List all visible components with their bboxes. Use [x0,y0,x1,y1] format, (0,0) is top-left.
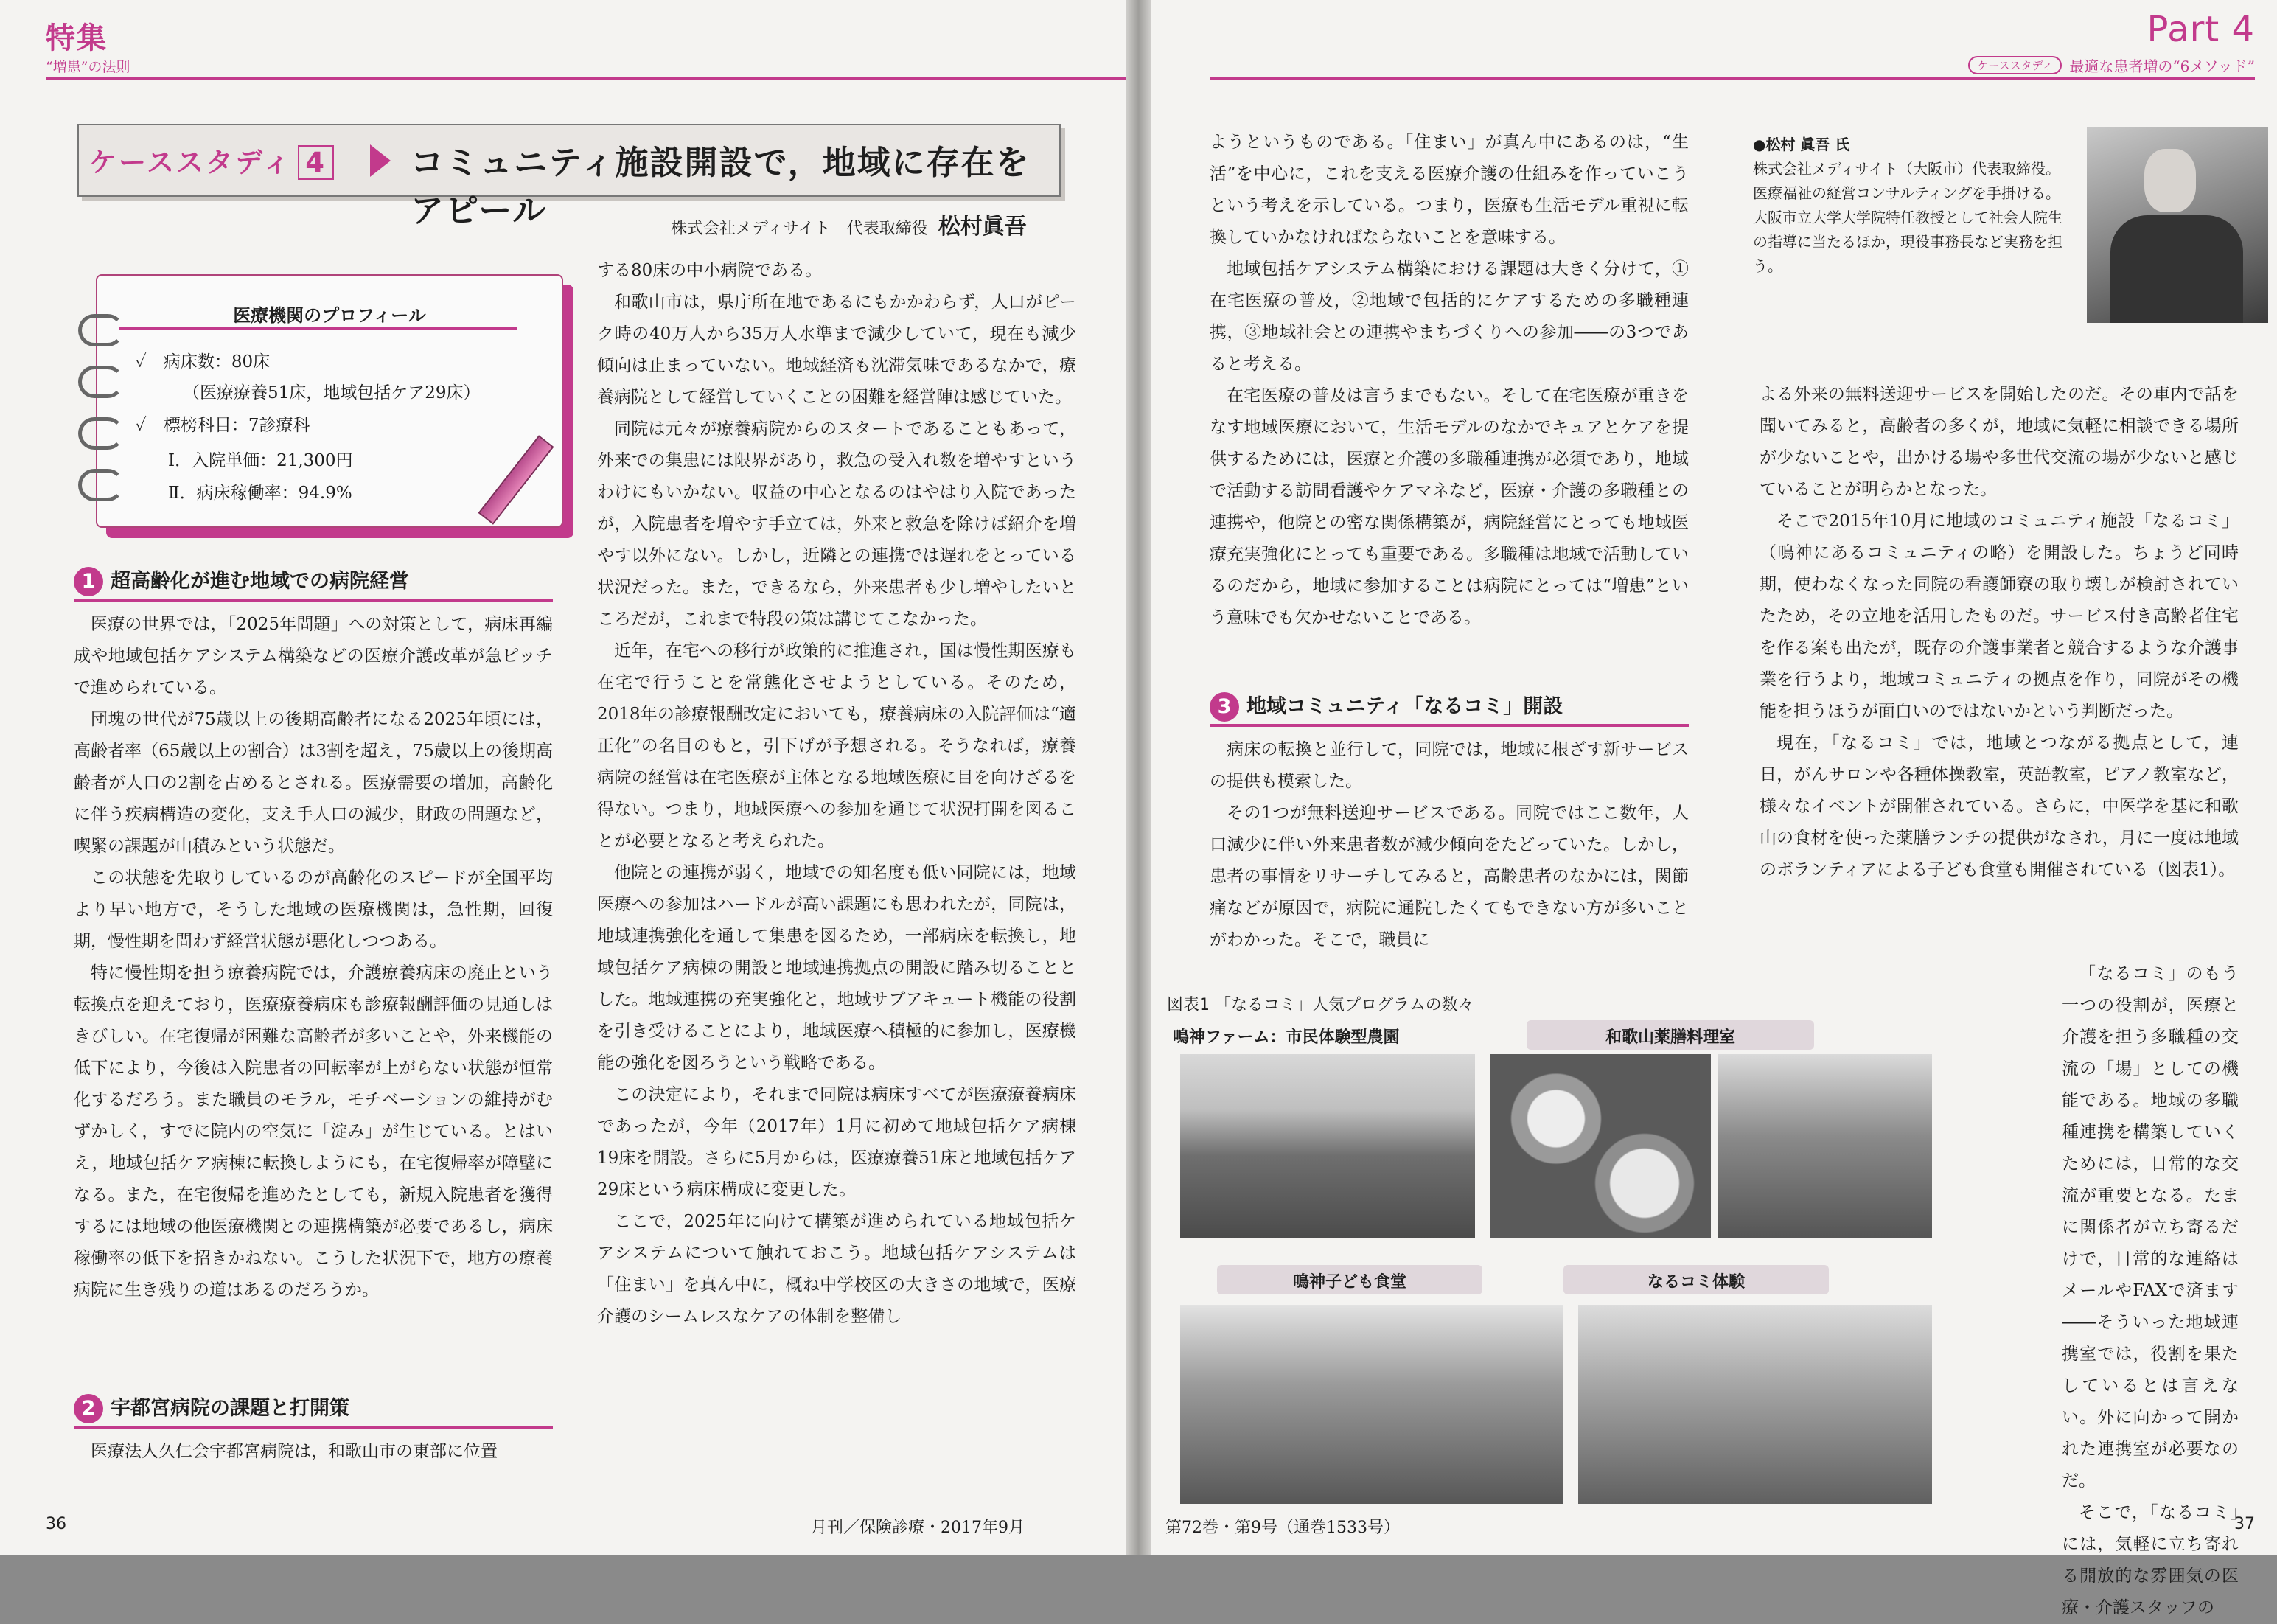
right-page [1151,0,2277,1617]
section-1-heading: 1 超高齢化が進む地域での病院経営 [74,565,409,596]
binder-ring-icon [78,417,124,450]
page-number-left: 36 [46,1515,66,1533]
paragraph: この状態を先取りしているのが高齢化のスピードが全国平均より早い地方で，そうした地域の医療機関は，急性期，回復期，慢性期を問わず経営状態が悪化しつつある。 [74,868,553,951]
left-page [0,0,1126,1555]
paragraph: 医療の世界では，「2025年問題」への対策として，病床再編成や地域包括ケアシステム構築などの医療介護改革が急ピッチで進められている。 [74,615,553,697]
paragraph: 「なるコミ」のもう一つの役割が，医療と介護を担う多職種の交流の「場」としての機能である。地域の多職種連携を構築していくためには，日常的な交流が重要となる。たまに関係者が立ち寄るだけで，日常的な連絡はメールやFAXで済ます――そういった地域連携室では，役割を果たしているとは言えない。外に向かって開かれた連携室が必要なのだ。 [2062,964,2239,1491]
author-profile-bio: 株式会社メディサイト（大阪市）代表取締役。医療福祉の経営コンサルティングを手掛ける。大阪市立大学大学院特任教授として社会人院生の指導に当たるほか，現役事務長など実務を担う。 [1753,160,2062,275]
journal-name: 月刊／保険診療・2017年9月 [811,1519,1025,1537]
photo-kitchen [1718,1054,1932,1238]
figure-caption: 図表1 「なるコミ」人気プログラムの数々 [1167,996,1474,1014]
paragraph: ここで，2025年に向けて構築が進められている地域包括ケアシステムについて触れておこう。地域包括ケアシステムは「住まい」を真ん中に，概ね中学校区の大きさの地域で，医療介護のシームレスなケアの体制を整備し [597,1212,1076,1326]
figure-label-kitchen: 和歌山薬膳料理室 [1605,1028,1735,1047]
page-number-right: 37 [2234,1515,2255,1533]
binder-ring-icon [78,366,124,398]
column-4 [1760,379,2239,886]
section-3-heading: 3 地域コミュニティ「なるコミ」開設 [1210,690,1563,722]
volume-info: 第72巻・第9号（通巻1533号） [1165,1519,1400,1537]
header-rule [46,77,1126,80]
photo-lunch [1490,1054,1711,1238]
profile-item: ✓ 標榜科目：7診療科 [136,416,310,435]
case-study-badge: ケーススタディ [1968,56,2062,74]
series-subtitle: 最適な患者増の“6メソッド” [2069,57,2255,75]
paragraph: そこで，「なるコミ」には，気軽に立ち寄れる開放的な雰囲気の医療・介護スタッフの [2062,1503,2239,1617]
binder-ring-icon [78,469,124,501]
figure-label-experience: なるコミ体験 [1647,1273,1745,1292]
section-rule [74,599,553,602]
profile-rule [119,327,517,330]
feature-subtitle: “増患”の法則 [46,59,130,75]
author-name: 松村眞吾 [938,214,1027,240]
author-profile [1753,133,2070,279]
profile-item: Ⅱ．病床稼働率：94.9% [168,484,352,503]
paragraph: 医療法人久仁会宇都宮病院は，和歌山市の東部に位置 [91,1442,498,1461]
portrait-face [2144,149,2196,212]
paragraph: その1つが無料送迎サービスである。同院ではここ数年，人口減少に伴い外来患者数が減少傾向をたどっていた。しかし，患者の事情をリサーチしてみると，高齢患者のなかには，関節痛などが原因で，病院に通院したくてもできない方が多いことがわかった。そこで，職員に [1210,804,1689,949]
profile-item: Ⅰ．入院単価：21,300円 [168,451,353,470]
column-1 [74,609,553,1306]
paragraph: 他院との連携が弱く，地域での知名度も低い同院には，地域医療への参加はハードルが高い課題にも思われたが，同院は，地域連携強化を通して集患を図るため，一部病床を転換し，地域包括ケア病棟の開設と地域連携拠点の開設に踏み切ることとした。地域連携の充実強化と，地域サブアキュート機能の役割を引き受けることにより，地域医療へ積極的に参加し，医療機能の強化を図ろうという戦略である。 [597,863,1077,1073]
paragraph: 同院は元々が療養病院からのスタートであることもあって，外来での集患には限界があり，救急の受入れ数を増やすというわけにもいかない。収益の中心となるのはやはり入院であったが，入院患者を増やす手立ては，外来と救急を除けば紹介を増やす以外にない。しかし，近隣との連携では遅れをとっている状況だった。また，できるなら，外来患者も少し増やしたいところだが，これまで特段の策は講じてこなかった。 [597,419,1077,629]
column-1-section-2 [74,1436,553,1468]
column-4-narrow [2062,958,2239,1624]
paragraph: この決定により，それまで同院は病床すべてが医療療養病床であったが，今年（2017年）1月に初めて地域包括ケア病棟19床を開設。さらに5月からは，医療療養51床と地域包括ケア29床という病床構成に変更した。 [597,1085,1076,1199]
section-2-heading: 2 宇都宮病院の課題と打開策 [74,1392,349,1423]
profile-card [96,274,563,528]
paragraph: よる外来の無料送迎サービスを開始したのだ。その車内で話を聞いてみると，高齢者の多くが，地域に気軽に相談できる場所が少ないことや，出かける場や多世代交流の場が少ないと感じていることが明らかとなった。 [1760,385,2239,499]
column-3 [1210,127,1689,634]
paragraph: 現在，「なるコミ」では，地域とつながる拠点として，連日，がんサロンや各種体操教室，英語教室，ピアノ教室など，様々なイベントが開催されている。さらに，中医学を基に和歌山の食材を使った薬膳ランチの提供がなされ，月に一度は地域のボランティアによる子ども食堂も開催されている（図表1）。 [1760,733,2239,879]
paragraph: 地域包括ケアシステム構築における課題は大きく分けて，①在宅医療の普及，②地域で包括的にケアするための多職種連携，③地域社会との連携やまちづくりへの参加――の3つであると考える。 [1210,259,1689,374]
gutter [1126,0,1151,1555]
paragraph: 病床の転換と並行して，同院では，地域に根ざす新サービスの提供も模索した。 [1210,740,1689,791]
figure-label-kids: 鳴神子ども食堂 [1292,1273,1406,1292]
case-study-label: ケーススタディ 4 [89,140,334,180]
profile-item: ✓ 病床数：80床 [136,352,271,372]
arrow-icon [370,144,391,177]
column-2 [597,255,1076,1333]
paragraph: 近年，在宅への移行が政策的に推進され，国は慢性期医療も在宅で行うことを常態化させようとしている。そのため，2018年の診療報酬改定においても，療養病床の入院評価は“適正化”の名目のもと，引下げが予想される。そうなれば，療養病院の経営は在宅医療が主体となる地域医療に目を向けざるを得ない。つまり，地域医療への参加を通じて状況打開を図ることが必要となると考えられた。 [597,641,1077,851]
figure-label-farm: 鳴神ファーム：市民体験型農園 [1173,1028,1400,1047]
profile-item: （医療療養51床，地域包括ケア29床） [183,383,481,402]
article-title: コミュニティ施設開設で，地域に存在をアピール [411,143,1031,230]
author-profile-name: ●松村 眞吾 氏 [1753,136,1850,153]
paragraph: 和歌山市は，県庁所在地であるにもかかわらず，人口がピーク時の40万人から35万人水準まで減少していて，現在も減少傾向は止まっていない。地域経済も沈滞気味であるなかで，療養病院として経営していくことの困難を経営陣は感じていた。 [597,293,1076,407]
feature-label: 特集 [46,21,108,55]
author-affiliation: 株式会社メディサイト 代表取締役 [671,220,928,238]
profile-title: 医療機関のプロフィール [233,305,426,326]
paragraph: ようというものである。「住まい」が真ん中にあるのは，“生活”を中心に，これを支える医療介護の仕組みを作っていこうという考えを示している。つまり，医療も生活モデル重視に転換していかなければならないことを意味する。 [1210,133,1689,247]
photo-kids-cafeteria [1180,1305,1563,1504]
pencil-icon [478,435,554,525]
case-number: 4 [298,145,334,180]
header-rule [1210,77,2255,80]
part-label: Part 4 [2147,9,2255,50]
paragraph: 在宅医療の普及は言うまでもない。そして在宅医療が重きをなす地域医療において，生活モデルのなかでキュアとケアを提供するためには，医療と介護の多職種連携が必須であり，地域で活動する訪問看護やケアマネなど，医療・介護の多職種との連携や，他院との密な関係構築が，病院経営にとっても地域医療充実強化にとっても重要である。多職種は地域で活動しているのだから，地域に参加することは病院にとっては“増患”という意味でも欠かせないことである。 [1210,386,1689,627]
paragraph: 特に慢性期を担う療養病院では，介護療養病床の廃止という転換点を迎えており，医療療養病床も診療報酬評価の見通しはきびしい。在宅復帰が困難な高齢者が多いことや，外来機能の低下により，今後は入院患者の回転率が上がらない状態が恒常化するだろう。また職員のモラル，モチベーションの維持がむずかしく，すでに院内の空気に「淀み」が生じている。とはいえ，地域包括ケア病棟に転換しようにも，在宅復帰率が障壁になる。また，在宅復帰を進めたとしても，新規入院患者を獲得するには地域の他医療機関との連携構築が必要であるし，病床稼働率の低下を招きかねない。こうした状況下で，地方の療養病院に生き残りの道はあるのだろうか。 [74,963,554,1300]
paragraph: そこで2015年10月に地域のコミュニティ施設「なるコミ」（鳴神にあるコミュニティの略）を開設した。ちょうど同時期，使わなくなった同院の看護師寮の取り壊しが検討されていたため，その立地を活用したものだ。サービス付き高齢者住宅を作る案も出たが，既存の介護事業者と競合するような介護事業を行うより，地域コミュニティの拠点を作り，同院がその機能を担うほうが面白いのではないかという判断だった。 [1760,512,2239,721]
column-3-section-3 [1210,734,1689,956]
photo-farm [1180,1054,1475,1238]
right-header [1968,55,2255,76]
byline [671,208,1027,240]
section-rule [1210,724,1689,727]
portrait-body [2110,215,2243,323]
photo-community-event [1578,1305,1932,1504]
section-rule [74,1426,553,1429]
author-photo [2087,127,2268,323]
paragraph: する80床の中小病院である。 [597,261,823,280]
paragraph: 団塊の世代が75歳以上の後期高齢者になる2025年頃には，高齢者率（65歳以上の割合）は3割を超え，75歳以上の後期高齢者が人口の2割を占めるとされる。医療需要の増加，高齢化に伴う疾病構造の変化，支え手人口の減少，財政の問題など，喫緊の課題が山積みという状態だ。 [74,710,554,856]
